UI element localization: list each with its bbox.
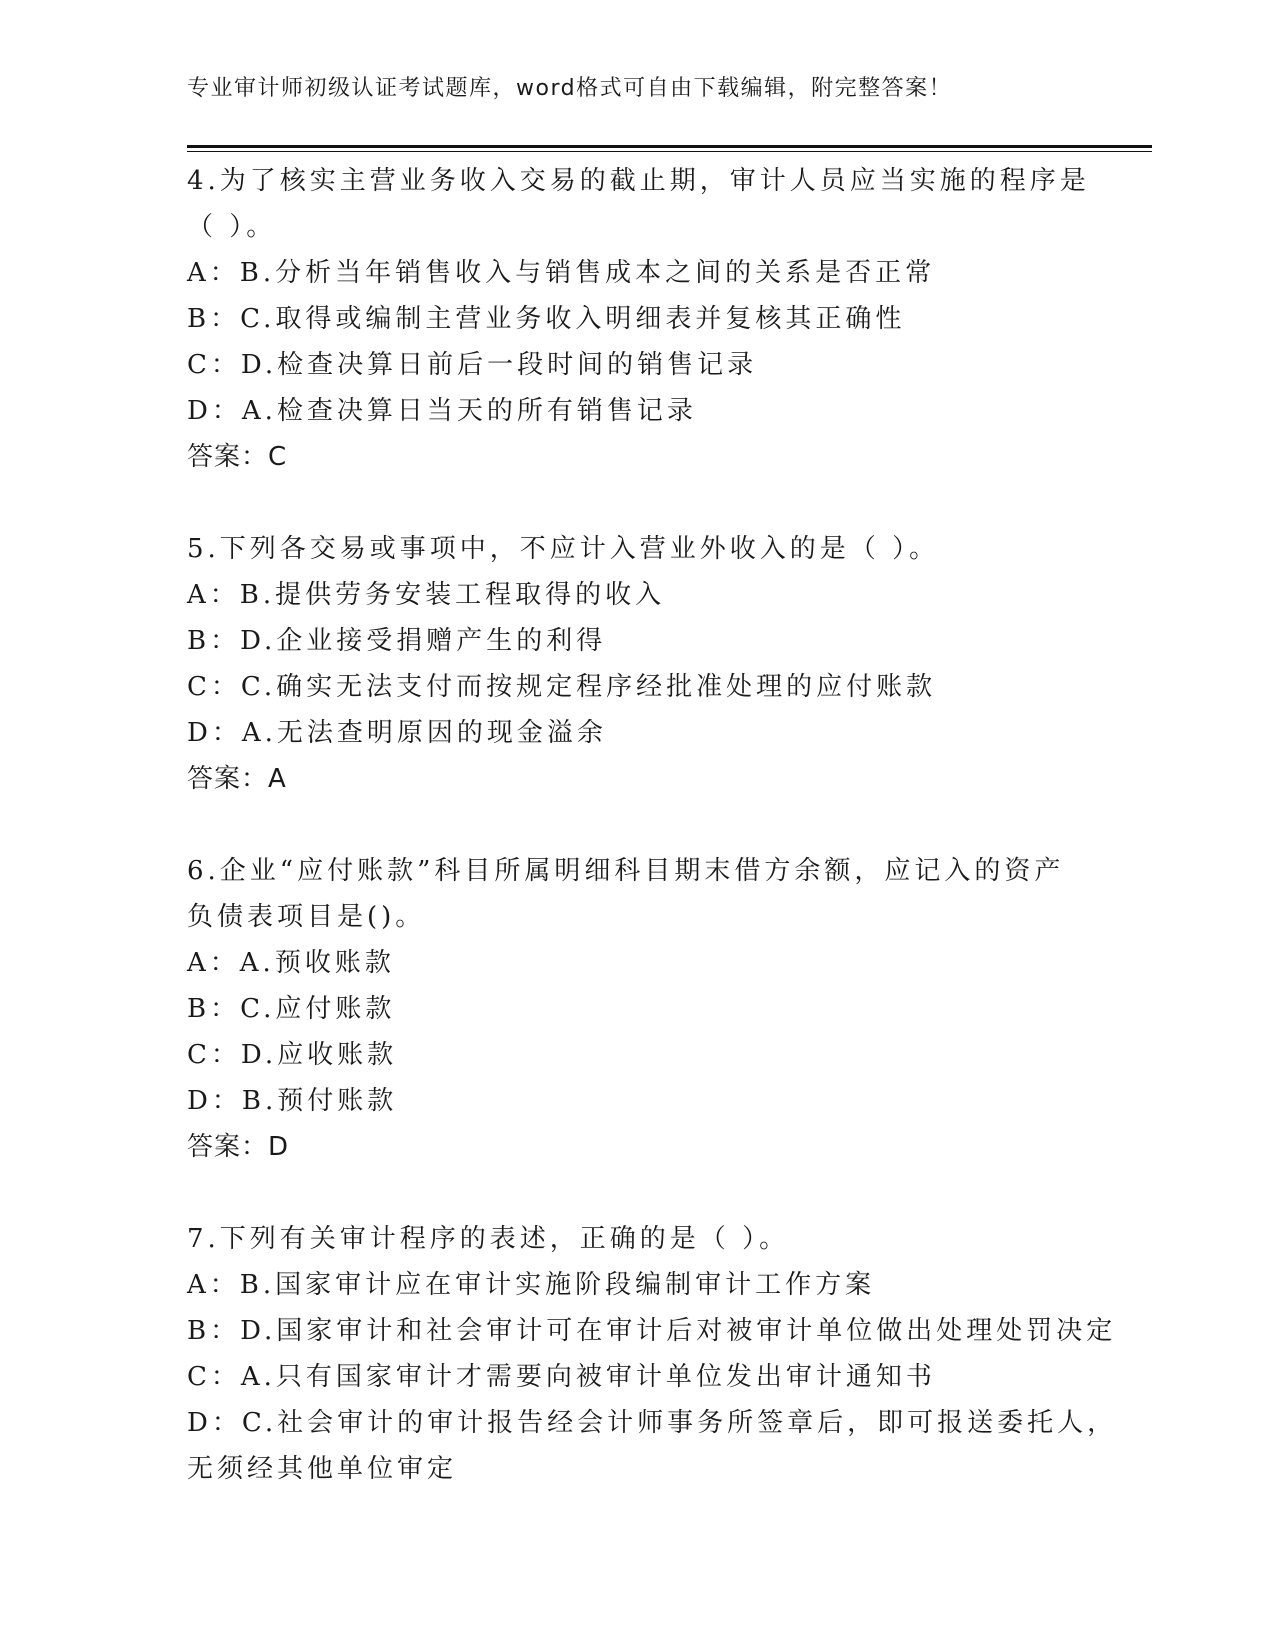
question-block	[187, 526, 1087, 802]
option-d-continued: 无须经其他单位审定	[187, 1454, 458, 1484]
option-a: A：B.国家审计应在审计实施阶段编制审计工作方案	[187, 1270, 876, 1300]
option-c: C：D.检查决算日前后一段时间的销售记录	[187, 350, 758, 380]
header-divider-thin	[187, 151, 1152, 152]
option-c: C：A.只有国家审计才需要向被审计单位发出审计通知书	[187, 1362, 936, 1392]
header-divider-thick	[187, 145, 1152, 148]
option-d: D：A.无法查明原因的现金溢余	[187, 718, 607, 748]
question-stem: （ ）。	[187, 212, 277, 242]
option-a: A：A.预收账款	[187, 948, 395, 978]
option-d: D：A.检查决算日当天的所有销售记录	[187, 396, 697, 426]
option-d: D：C.社会审计的审计报告经会计师事务所签章后，即可报送委托人，	[187, 1408, 1118, 1438]
answer-line: 答案：C	[187, 442, 288, 472]
question-block	[187, 158, 1090, 480]
question-block	[187, 848, 1087, 1170]
option-c: C：C.确实无法支付而按规定程序经批准处理的应付账款	[187, 672, 937, 702]
spacer	[187, 1170, 1087, 1216]
question-stem: 6.企业“应付账款”科目所属明细科目期末借方余额，应记入的资产	[187, 856, 1065, 886]
spacer	[187, 802, 1087, 848]
answer-line: 答案：D	[187, 1132, 290, 1162]
question-stem: 4.为了核实主营业务收入交易的截止期，审计人员应当实施的程序是	[187, 166, 1090, 196]
spacer	[187, 480, 1087, 526]
question-stem: 负债表项目是()。	[187, 902, 426, 932]
answer-line: 答案：A	[187, 764, 287, 794]
question-stem: 5.下列各交易或事项中，不应计入营业外收入的是（ ）。	[187, 534, 940, 564]
option-c: C：D.应收账款	[187, 1040, 398, 1070]
option-a: A：B.分析当年销售收入与销售成本之间的关系是否正常	[187, 258, 936, 288]
question-block	[187, 1216, 1118, 1492]
option-d: D：B.预付账款	[187, 1086, 398, 1116]
option-b: B：D.企业接受捐赠产生的利得	[187, 626, 607, 656]
option-b: B：D.国家审计和社会审计可在审计后对被审计单位做出处理处罚决定	[187, 1316, 1117, 1346]
option-b: B：C.应付账款	[187, 994, 396, 1024]
question-stem: 7.下列有关审计程序的表述，正确的是（ ）。	[187, 1224, 790, 1254]
option-b: B：C.取得或编制主营业务收入明细表并复核其正确性	[187, 304, 906, 334]
page-header: 专业审计师初级认证考试题库，word格式可自由下载编辑，附完整答案！	[187, 76, 953, 101]
question-list	[187, 158, 1118, 1492]
option-a: A：B.提供劳务安装工程取得的收入	[187, 580, 666, 610]
